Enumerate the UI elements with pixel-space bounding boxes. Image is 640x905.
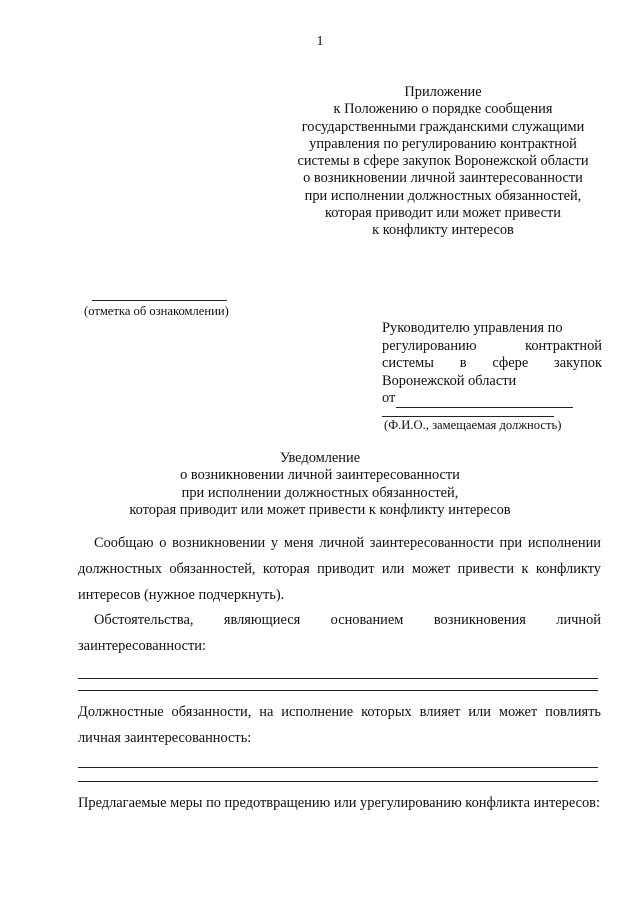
notice-title [0, 450, 640, 519]
paragraph-measures: Предлагаемые меры по предотвращению или урегулированию конфликта интересов: [78, 795, 600, 811]
addressee-line: системы в сфере закупок [382, 355, 602, 372]
from-label: от [382, 390, 396, 407]
notice-line: которая приводит или может привести к конфликту интересов [129, 501, 511, 518]
appendix-line: управления по регулированию контрактной [309, 135, 577, 152]
notice-line: о возникновении личной заинтересованности [180, 467, 460, 484]
fio-blank-line [382, 416, 554, 417]
appendix-line: к конфликту интересов [372, 222, 514, 239]
blank-line [78, 767, 598, 768]
appendix-line: государственными гражданскими служащими [301, 118, 585, 135]
from-blank-line [396, 395, 573, 408]
notice-line: при исполнении должностных обязанностей, [181, 484, 459, 501]
page-number: 1 [316, 34, 324, 49]
notice-line: Уведомление [279, 450, 361, 466]
paragraph-circumstances: Обстоятельства, являющиеся основанием возникновения личной заинтересованности: [78, 612, 601, 654]
appendix-line: которая приводит или может привести [325, 205, 561, 222]
appendix-line: системы в сфере закупок Воронежской области [297, 153, 589, 170]
acknowledgement-blank-line [92, 300, 227, 301]
fio-label: (Ф.И.О., замещаемая должность) [384, 418, 562, 432]
addressee-block [382, 320, 602, 408]
paragraph-duties: Должностные обязанности, на исполнение которых влияет или может повлиять личная заинтересованность: [78, 704, 601, 746]
appendix-line: Приложение [404, 84, 482, 100]
paragraph-notification: Сообщаю о возникновении у меня личной заинтересованности при исполнении должностных обязанностей, которая приводит или может привести к конфликту интересов (нужное подчеркнуть). [78, 535, 601, 603]
blank-line [78, 690, 598, 691]
appendix-header [278, 84, 608, 240]
blank-line [78, 678, 598, 679]
addressee-line: Воронежской области [382, 372, 517, 389]
addressee-line: регулированию контрактной [382, 337, 602, 354]
appendix-line: о возникновении личной заинтересованности [303, 170, 583, 187]
appendix-line: к Положению о порядке сообщения [333, 101, 553, 118]
appendix-line: при исполнении должностных обязанностей, [304, 187, 582, 204]
from-row [382, 390, 602, 408]
blank-line [78, 781, 598, 782]
acknowledgement-label: (отметка об ознакомлении) [84, 304, 229, 318]
addressee-line: Руководителю управления по [382, 320, 563, 336]
